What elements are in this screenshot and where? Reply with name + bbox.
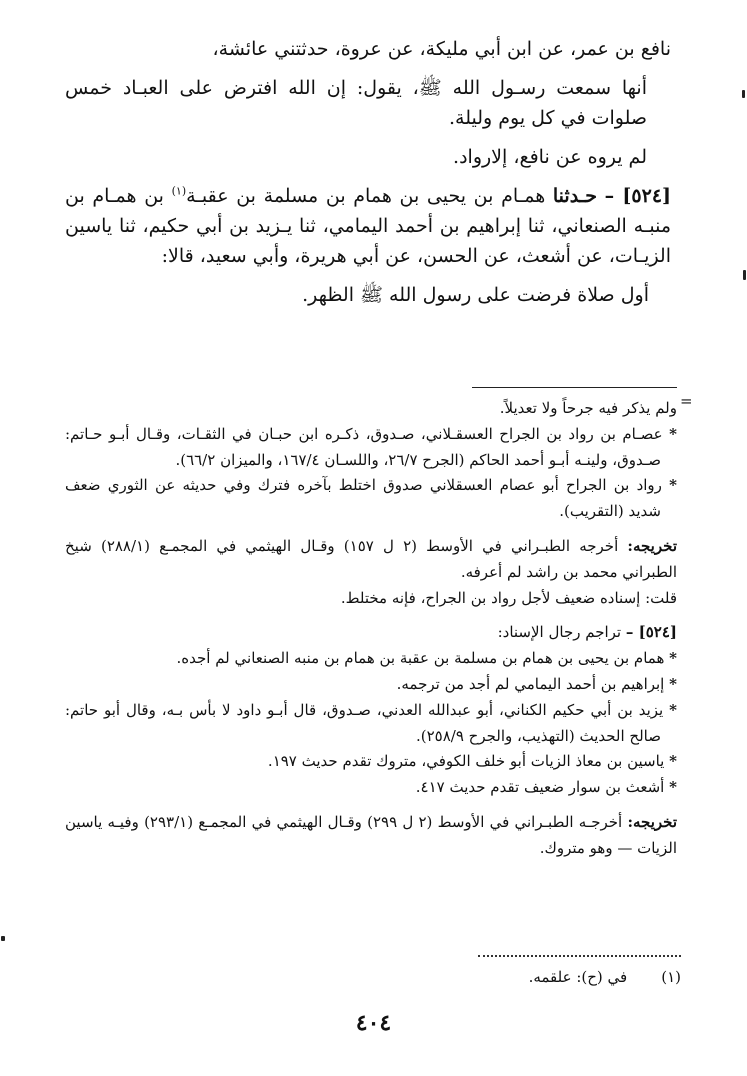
hadith-text: أنها سمعت رسـول الله ﷺ، يقول: إن الله افترض على العبـاد خمس صلوات في كل يوم وليلة. (65, 77, 647, 130)
note-text: رواد بن الجراح أبو عصام العسقلاني صدوق اختلط بآخره فترك وفي حديثه عن الثوري ضعف شديد (التقريب). (65, 476, 662, 521)
section-heading (65, 620, 677, 646)
scan-speck (1, 936, 5, 941)
note-item (65, 473, 677, 525)
narrator-text: أشعث بن سوار ضعيف تقدم حديث ٤١٧. (415, 778, 665, 797)
note-text: عصـام بن رواد بن الجراح العسقـلاني، صـدوق، ذكـره ابن حبـان في الثقـات، وقـال أبـو حـاتم: صـدوق، ولينـه أبـو أحمد الحاكم (الجرح ٢٦/٧، واللسـان ١٦٧/٤، والميزان ٦٦/٢). (65, 424, 663, 469)
narrator-text: همام بن يحيى بن همام بن مسلمة بن عقبة بن همام بن منبه الصنعاني لم أجده. (176, 649, 665, 668)
hadith-524 (65, 181, 671, 271)
narrator-text: ياسين بن معاذ الزيات أبو خلف الكوفي، متروك تقدم حديث ١٩٧. (267, 752, 665, 771)
narration-note: لم يروه عن نافع، إلارواد. (453, 146, 647, 169)
footnote-text: في (ح): علقمه. (528, 968, 628, 986)
bullet-mark: * (669, 752, 677, 771)
bullet-mark: * (669, 700, 677, 719)
bullet-mark: * (669, 476, 677, 495)
takhrij-paragraph (65, 534, 677, 586)
text-line-1: نافع بن عمر، عن ابن أبي مليكة، عن عروة، حدثتني عائشة، (212, 38, 671, 60)
bullet-mark: * (669, 424, 677, 443)
narrator-item (65, 672, 677, 698)
narrator-item (65, 775, 677, 801)
narrator-text: يزيد بن أبي حكيم الكناني، أبو عبدالله العدني، صـدوق، قال أبـو داود لا بأس بـه، وقال أبو حاتم: صالح الحديث (التهذيب، والجرح ٢٥٨/٩). (65, 700, 664, 745)
bullet-mark: * (669, 674, 677, 693)
main-text (65, 34, 671, 319)
notes-section (65, 396, 677, 862)
narrator-item (65, 646, 677, 672)
scan-speck (742, 90, 745, 98)
takhrij-text: أخرجـه الطبـراني في الأوسط (٢ ل ٢٩٩) وقـال الهيثمي في المجمـع (٢٩٣/١) وفيـه ياسين الزيات — وهو متروك. (65, 812, 677, 857)
section-title: تراجم رجال الإسناد: (497, 623, 626, 642)
footnote-separator (478, 955, 681, 957)
bullet-mark: * (669, 649, 677, 668)
takhrij-label: تخريجه: (627, 812, 678, 831)
section-number: [٥٢٤] – (625, 623, 677, 642)
hadith-chain-a: همـام بن يحيى بن همام بن مسلمة بن عقبـة (186, 185, 553, 208)
notes-separator (472, 387, 677, 388)
narrator-item (65, 698, 677, 750)
hadith-matn: أول صلاة فرضت على رسول الله ﷺ الظهر. (302, 284, 649, 307)
hadith-number: [٥٢٤] – (604, 185, 672, 208)
takhrij-text: أخرجه الطبـراني في الأوسط (٢ ل ١٥٧) وقـال الهيثمي في المجمـع (٢٨٨/١) شيخ الطبراني محمد بن راشد لم أعرفه. (65, 536, 677, 581)
bullet-mark: * (669, 778, 677, 797)
note-item (65, 422, 677, 474)
scan-speck (743, 270, 746, 280)
footnote-number: (١) (661, 968, 681, 986)
qult-line: قلت: إسناده ضعيف لأجل رواد بن الجراح، فإنه مختلط. (340, 588, 677, 607)
hadith-narrated: حـدثنا (552, 185, 597, 208)
page-number: ٤٠٤ (355, 1010, 392, 1036)
narrator-item (65, 749, 677, 775)
footnote (69, 965, 681, 989)
takhrij-label: تخريجه: (627, 536, 677, 555)
continuation-mark: = (680, 392, 693, 410)
takhrij-paragraph (65, 810, 677, 862)
note-line: ولم يذكر فيه جرحاً ولا تعديلاً. (499, 399, 677, 417)
footnote-ref: (١) (171, 184, 187, 198)
hadith-chain-b: بن همـام بن منبـه الصنعاني، ثنا إبراهيم بن أحمد اليمامي، ثنا يـزيد بن أبي حكيم، ثنا ياسين الزيـات، عن أشعث، عن الحسن، عن أبي هريرة، وأبي سعيد، قالا: (65, 185, 671, 268)
narrator-text: إبراهيم بن أحمد اليمامي لم أجد من ترجمه. (396, 674, 665, 693)
